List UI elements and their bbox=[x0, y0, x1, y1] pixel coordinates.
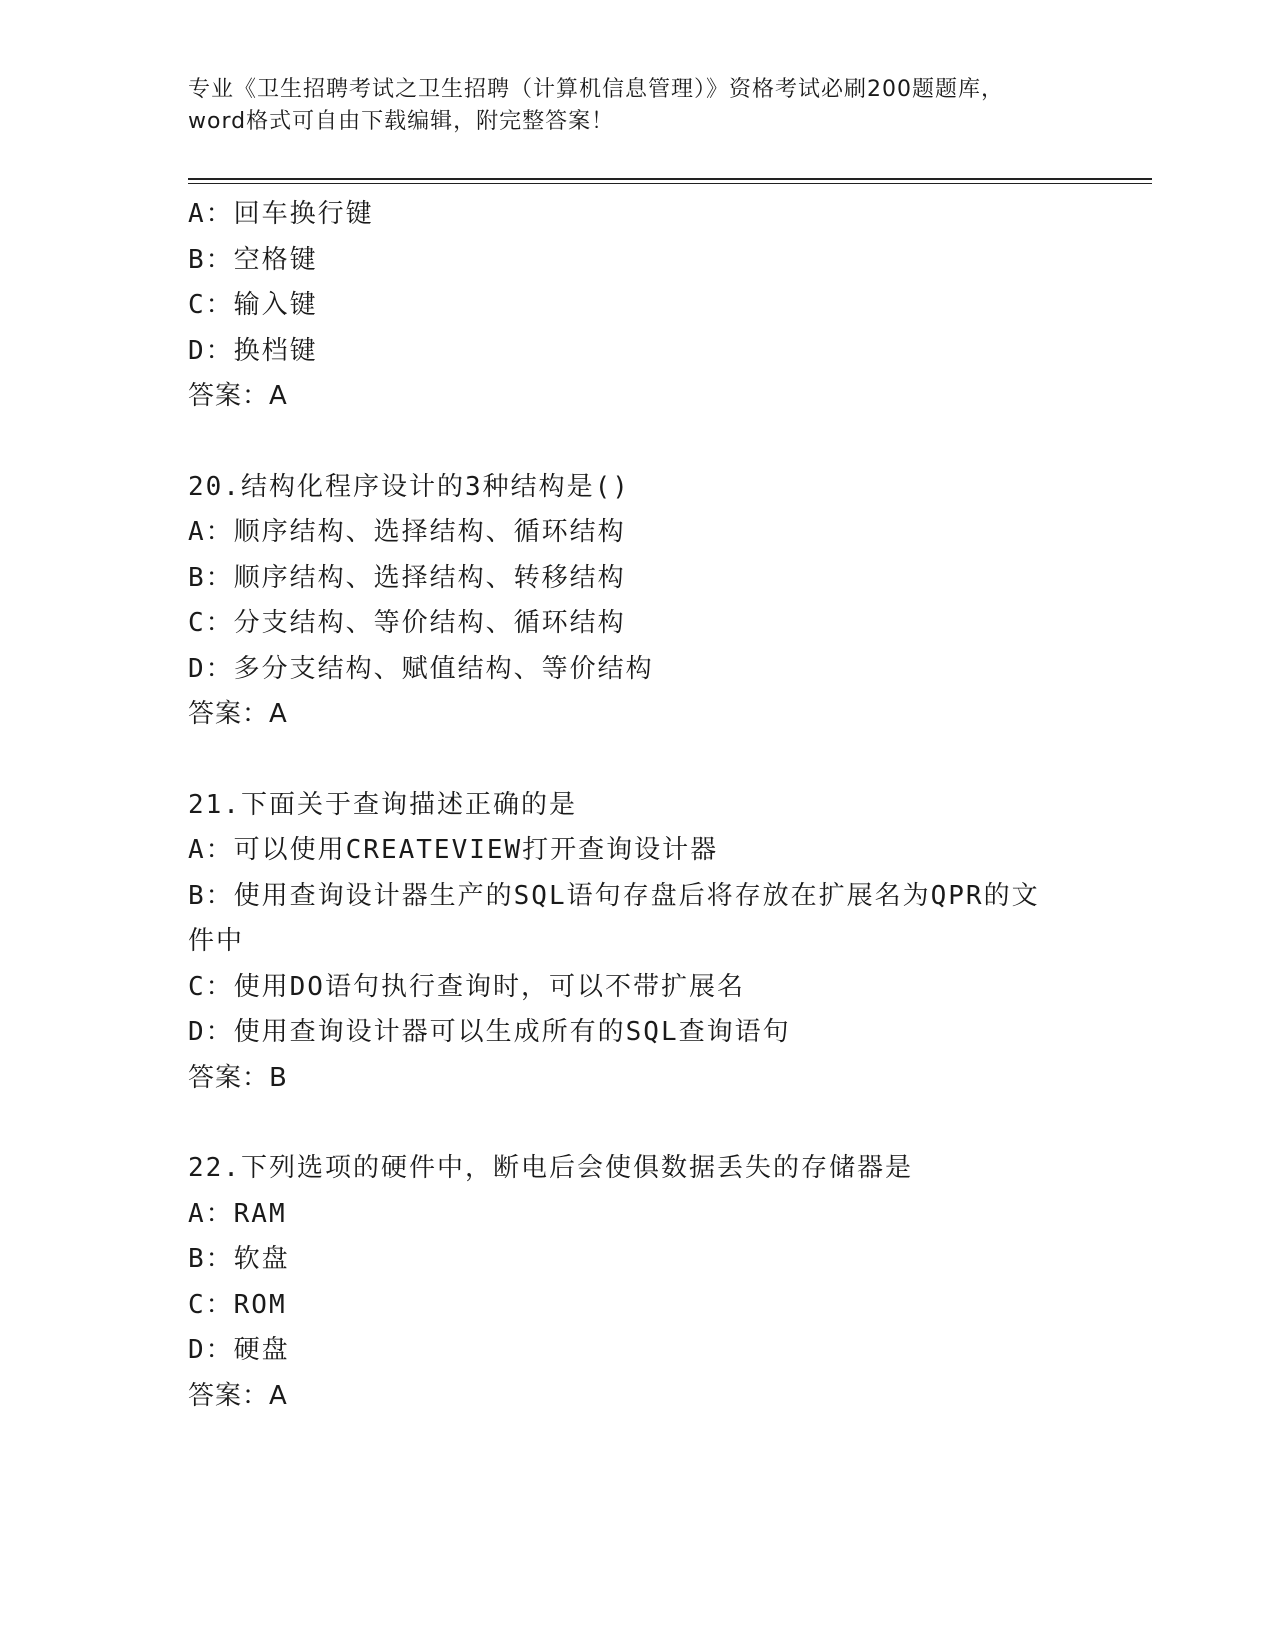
option-d: D：换档键 bbox=[188, 335, 318, 366]
answer-line: 答案：B bbox=[188, 1062, 288, 1093]
question-stem: 21.下面关于查询描述正确的是 bbox=[188, 789, 577, 820]
option-b: B：空格键 bbox=[188, 244, 318, 275]
spacer bbox=[188, 1101, 1088, 1146]
header-divider-thin bbox=[188, 183, 1152, 184]
option-a: A：可以使用CREATEVIEW打开查询设计器 bbox=[188, 835, 719, 865]
spacer bbox=[188, 738, 1088, 783]
header-divider-thick bbox=[188, 178, 1152, 180]
option-a: A：回车换行键 bbox=[188, 199, 374, 229]
option-b: B：使用查询设计器生产的SQL语句存盘后将存放在扩展名为QPR的文件中 bbox=[188, 880, 1040, 956]
header-title-line1: 专业《卫生招聘考试之卫生招聘（计算机信息管理）》资格考试必刷200题题库， bbox=[188, 77, 1004, 102]
spacer bbox=[188, 420, 1088, 465]
option-c: C：使用DO语句执行查询时，可以不带扩展名 bbox=[188, 971, 745, 1002]
question-21 bbox=[188, 783, 1088, 1102]
option-d: D：硬盘 bbox=[188, 1335, 290, 1365]
question-stem: 22.下列选项的硬件中，断电后会使俱数据丢失的存储器是 bbox=[188, 1153, 913, 1183]
option-d: D：使用查询设计器可以生成所有的SQL查询语句 bbox=[188, 1017, 791, 1047]
question-list bbox=[188, 192, 1088, 1419]
option-a: A：顺序结构、选择结构、循环结构 bbox=[188, 517, 626, 547]
option-b: B：软盘 bbox=[188, 1244, 290, 1274]
option-b: B：顺序结构、选择结构、转移结构 bbox=[188, 562, 626, 593]
option-c: C：分支结构、等价结构、循环结构 bbox=[188, 608, 626, 638]
question-20 bbox=[188, 465, 1088, 738]
answer-line: 答案：A bbox=[188, 1380, 288, 1411]
answer-line: 答案：A bbox=[188, 699, 288, 729]
answer-line: 答案：A bbox=[188, 381, 288, 411]
question-19 bbox=[188, 192, 1088, 420]
option-d: D：多分支结构、赋值结构、等价结构 bbox=[188, 653, 654, 684]
option-c: C：输入键 bbox=[188, 290, 318, 320]
option-a: A：RAM bbox=[188, 1198, 287, 1229]
document-header bbox=[188, 74, 1088, 138]
question-stem: 20.结构化程序设计的3种结构是() bbox=[188, 471, 630, 502]
option-c: C：ROM bbox=[188, 1289, 287, 1320]
question-22 bbox=[188, 1146, 1088, 1419]
header-title-line2: word格式可自由下载编辑，附完整答案！ bbox=[188, 109, 615, 134]
